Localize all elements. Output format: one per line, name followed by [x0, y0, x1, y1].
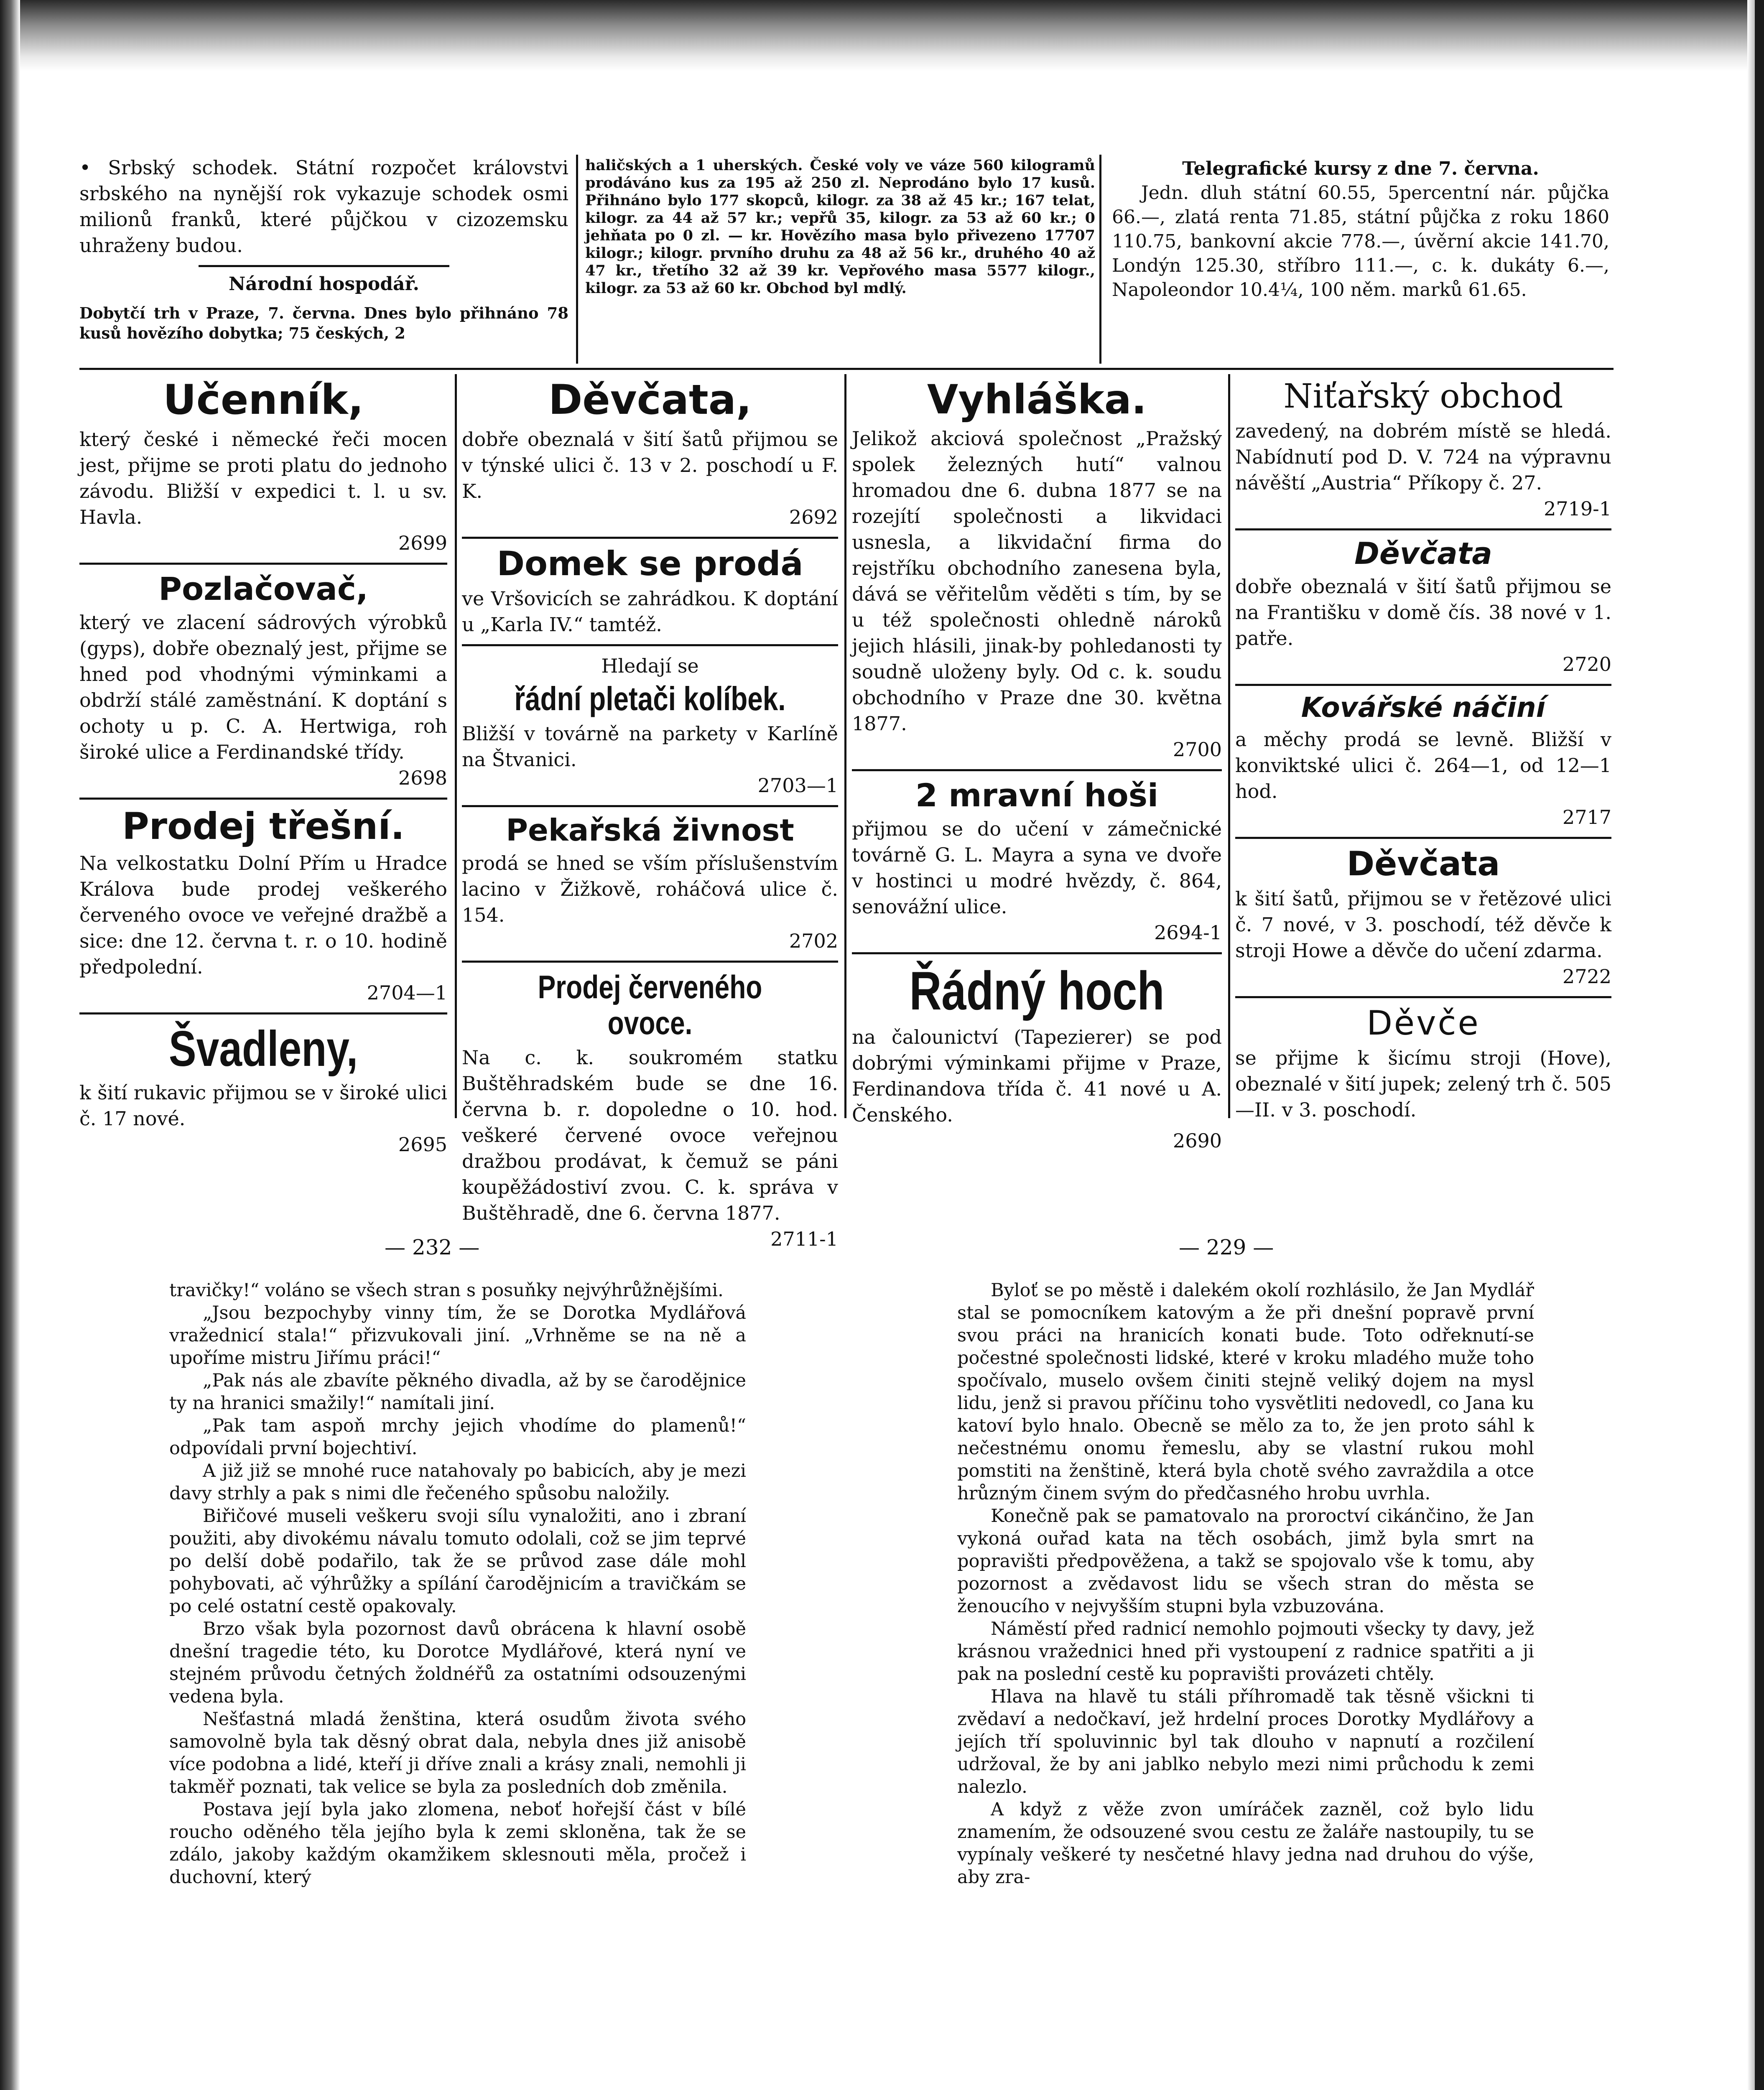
ad-ref: 2704—1	[367, 981, 447, 1004]
section-title: Národní hospodář.	[228, 273, 419, 295]
ad-title: Kovářské náčiní	[1301, 691, 1546, 724]
ad-title: Děvčata,	[548, 376, 752, 424]
column-rule	[1228, 374, 1230, 1118]
ad-radny-hoch	[852, 961, 1222, 1154]
novel-paragraph: „Pak tam aspoň mrchy jejich vhodíme do plamenů!“ odpovídali první bojechtiví.	[169, 1415, 746, 1459]
ad-ucennik	[79, 378, 447, 556]
ad-text: dobře obeznalá v šití šatů přijmou se v týnské ulici č. 13 v 2. poschodí u F. K.	[462, 428, 838, 502]
ad-devce	[1235, 1005, 1611, 1123]
ad-text: prodá se hned se vším příslušenstvím lacino v Žižkově, roháčová ulice č. 154.	[462, 851, 838, 926]
ad-title: Učenník,	[163, 376, 364, 424]
ad-ref: 2692	[789, 505, 838, 528]
separator	[852, 769, 1222, 771]
novel-right-column	[957, 1279, 1534, 1889]
separator	[462, 805, 838, 807]
ad-text: Na velkostatku Dolní Přím u Hradce Králova bude prodej veškerého červeného ovoce ve veřejné dražbě a sice: dne 12. června t. r. o 10. hodině předpolední.	[79, 852, 447, 979]
ad-title: Niťařský obchod	[1283, 377, 1563, 415]
separator	[462, 644, 838, 646]
ad-text: dobře obeznalá v šití šatů přijmou se na Františku v domě čís. 38 nové v 1. patře.	[1235, 575, 1611, 650]
ad-text: přijmou se do učení v zámečnické továrně G. L. Mayra a syna ve dvoře v hostinci u modré hvězdy, č. 864, senovážní ulice.	[852, 818, 1222, 918]
ad-text: Jelikož akciová společnost „Pražský spolek železných hutí“ valnou hromadou dne 6. dubna 1877 se na rozejítí společnosti a likvidaci usnesla, a likvidační firma do rejstříku obchodního zanesena byla, dává se věřitelům věděti s tím, by se u též společnosti ohledně nároků jejich hlásili, jinak-by pohledanosti ty soudně uloženy byly. Od c. k. soudu obchodního v Praze dne 30. května 1877.	[852, 427, 1222, 735]
separator	[199, 265, 449, 267]
ad-ref: 2690	[1173, 1129, 1222, 1152]
novel-paragraph: Postava její byla jako zlomena, neboť hořejší část v bílé roucho oděného těla jejího byla k zemi skloněna, tak že se zdálo, jakoby každým okamžikem sklesnouti měla, pročež i duchovní, který	[169, 1799, 746, 1888]
ad-text: Bližší v továrně na parkety v Karlíně na Štvanici.	[462, 722, 838, 771]
scan-edge-right	[1755, 0, 1764, 2090]
ad-ref: 2720	[1562, 653, 1611, 676]
ad-text: Na c. k. soukromém statku Buštěhradském bude se dne 16. června b. r. dopoledne o 10. hod. veškeré červené ovoce veřejnou dražbou prodávat, k čemuž se páni koupěžádostiví zvou. C. k. správa v Buštěhradě, dne 6. června 1877.	[462, 1046, 838, 1224]
novel-paragraph: „Jsou bezpochyby vinny tím, že se Dorotka Mydlářová vražednicí stala!“ přizvukovali jiní. „Vrhněme se na ně a upoříme mistru Jiřímu práci!“	[169, 1302, 746, 1369]
ad-pretitle: Hledají se	[601, 654, 699, 677]
ad-text: k šití šatů, přijmou se v řetězové ulici č. 7 nové, v 3. poschodí, též děvče k stroji Howe a děvče do učení zdarma.	[1235, 887, 1611, 962]
separator	[852, 952, 1222, 954]
news-column-2	[585, 157, 1095, 297]
column-rule	[1099, 155, 1101, 364]
ad-title: řádní pletači kolíbek.	[514, 680, 786, 717]
ad-ref: 2695	[398, 1133, 447, 1156]
ad-title: 2 mravní hoši	[915, 776, 1159, 814]
ad-text: na čalounictví (Tapezierer) se pod dobrými výminkami přijme v Praze, Ferdinandova třída č. 41 nové u A. Čenského.	[852, 1026, 1222, 1127]
ad-text: ve Vršovicích se zahrádkou. K doptání u „Karla IV.“ tamtéž.	[462, 587, 838, 636]
column-rule	[576, 155, 578, 364]
cattle-market-start: Dobytčí trh v Praze, 7. června. Dnes bylo přihnáno 78 kusů hovězího dobytka; 75 českých, 2	[79, 304, 568, 342]
ad-title: Prodej červeného ovoce.	[538, 968, 762, 1041]
news-srbsky-schodek: • Srbský schodek. Státní rozpočet královstvi srbského na nynější rok vykazuje schodek osmi milionů franků, které půjčkou v cizozemsku uhraženy budou.	[79, 156, 568, 257]
novel-paragraph: Nešťastná mladá ženština, která osudům života svého samovolně byla tak děsný obrat dala, nebyla dnes již anisobě více podobna a lidé, kteří ji dříve znali a krásy znali, nemohli ji takměř poznati, tak velice se byla za posledních dob změnila.	[169, 1709, 746, 1797]
separator	[79, 798, 447, 800]
ad-title: Vyhláška.	[927, 376, 1147, 423]
news-column-1	[79, 155, 568, 343]
ad-nitarsky	[1235, 378, 1611, 522]
novel-paragraph: Byloť se po městě i dalekém okolí rozhlásilo, že Jan Mydlář stal se pomocníkem katovým a že při dnešní popravě první svou práci na hranicích konati bude. Toto odřeknutí-se počestné společnosti lidské, které v kroku mladého muže toho spočívalo, muselo ovšem činiti stejně veliký dojem na mysl lidu, jenž si pravou příčinu toho vysvětliti nedovedl, co Jana ku katoví bylo hnalo. Obecně se mělo za to, že jen proto sáhl k nečestnému onomu řemeslu, aby se vlastní rukou mohl pomstiti na ženštině, která byla chotě svého zavraždila a otce hrůzným činem svým do předčasného hrobu uvrhla.	[957, 1280, 1534, 1504]
ad-title: Domek se prodá	[497, 544, 803, 583]
ad-text: který ve zlacení sádrových výrobků (gyps), dobře obeznalý jest, přijme se hned pod vhodnými výminkami a obdrží stálé zaměstnání. K doptání s ochoty u p. C. A. Hertwiga, roh široké ulice a Ferdinandské třídy.	[79, 611, 447, 764]
news-column-3	[1112, 157, 1609, 302]
ad-ref: 2700	[1173, 738, 1222, 761]
novel-left-column	[169, 1279, 746, 1889]
right-page-number: — 229 —	[1179, 1235, 1274, 1259]
ad-pletaci	[462, 653, 838, 798]
novel-paragraph: A již již se mnohé ruce natahovaly po babicích, aby je mezi davy strhly a pak s nimi dle řečeného spůsobu naložily.	[169, 1460, 746, 1504]
separator	[1235, 684, 1611, 686]
cattle-market-continued: haličských a 1 uherských. České voly ve váze 560 kilogramů prodáváno kus za 195 až 250 zl. Neprodáno bylo 17 kusů. Přihnáno bylo 177 skopců, kilogr. za 38 až 45 kr.; 167 telat, kilogr. za 44 až 57 kr.; vepřů 35, kilogr. za 53 až 60 kr.; 0 jehňata po 0 zl. — kr. Hovězího masa bylo přivezeno 17707 kilogr.; kilogr. prvního druhu za 48 až 56 kr., druhého 40 až 47 kr., třetího 32 až 39 kr. Vepřového masa 5577 kilogr., kilogr. za 53 až 60 kr. Obchod byl mdlý.	[585, 157, 1095, 297]
novel-paragraph: Biřičové museli veškeru svoji sílu vynaložiti, ano i zbraní použiti, aby divokému návalu tomuto odolali, což se jim teprvé po delší době podařilo, tak že se průvod zase dále mohl pohybovati, ač výhrůžky a spílání čarodějnicím a travičkám se po celé ostatní cestě opakovaly.	[169, 1506, 746, 1617]
separator	[1235, 528, 1611, 530]
scan-edge-top	[0, 0, 1764, 71]
ad-ref: 2717	[1562, 805, 1611, 828]
ad-ref: 2711-1	[770, 1227, 838, 1250]
novel-paragraph: Náměstí před radnicí nemohlo pojmouti všecky ty davy, jež krásnou vražednici hned při vystoupení z radnice spatřiti a ji pak na poslední cestě ku popravišti provázeti chtěly.	[957, 1618, 1534, 1685]
ad-pozlacovac	[79, 571, 447, 791]
ads-column-3	[852, 376, 1222, 1154]
ad-kovarske	[1235, 693, 1611, 830]
novel-paragraph: A když z věže zvon umíráček zazněl, což bylo lidu znamením, že odsouzené svou cestu ze žaláře nastoupily, tu se vypínaly veškeré ty nesčetné hlavy jedna nad druhou do výše, aby zra-	[957, 1799, 1534, 1888]
column-rule	[844, 374, 846, 1118]
ad-title: Řádný hoch	[909, 960, 1165, 1022]
ads-column-2	[462, 376, 838, 1252]
ad-text: který české i německé řeči mocen jest, přijme se proti platu do jednoho závodu. Bližší v expedici t. l. u sv. Havla.	[79, 428, 447, 528]
separator	[79, 563, 447, 565]
ad-title: Prodej třešní.	[122, 805, 405, 848]
ads-column-4	[1235, 376, 1611, 1123]
ad-prodej-ovoce	[462, 969, 838, 1252]
ad-title: Švadleny,	[168, 1021, 358, 1077]
telegraph-title: Telegrafické kursy z dne 7. června.	[1182, 158, 1539, 179]
ad-title: Děvčata	[1354, 536, 1492, 571]
separator	[462, 537, 838, 539]
separator	[1235, 837, 1611, 839]
ad-ref: 2722	[1562, 965, 1611, 988]
novel-paragraph: travičky!“ voláno se všech stran s posuňky nejvýhrůžnějšími.	[169, 1280, 724, 1301]
ad-vyhlaska	[852, 378, 1222, 762]
scan-edge-left	[0, 0, 20, 2090]
novel-paragraph: Hlava na hlavě tu stáli příhromadě tak těsně všickni ti zvědaví a nedočkaví, jež hrdelní proces Dorotky Mydlářovy a jejích tří spoluvinnic byl tak dlouho v napnutí a rozčilení udržoval, že by ani jablko nebylo mezi nimi průchodu k zemi nalezlo.	[957, 1686, 1534, 1797]
novel-paragraph: Brzo však byla pozornost davů obrácena k hlavní osobě dnešní tragedie této, ku Dorotce Mydlářové, která nyní ve stejném průvodu četných žoldnéřů za ostatními odsouzenými vedena byla.	[169, 1618, 746, 1707]
ad-devcata-2	[1235, 537, 1611, 677]
column-rule	[455, 374, 457, 1118]
ad-ref: 2703—1	[757, 774, 838, 797]
left-page-number: — 232 —	[385, 1235, 480, 1259]
separator	[462, 961, 838, 963]
ad-title: Děvčata	[1346, 844, 1500, 883]
ads-top-rule	[79, 368, 1614, 370]
ad-domek	[462, 545, 838, 637]
ad-devcata-1	[462, 378, 838, 530]
ad-title: Pekařská živnost	[506, 812, 794, 848]
ad-ref: 2698	[398, 767, 447, 790]
ad-ref: 2699	[398, 531, 447, 554]
ad-ref: 2719-1	[1544, 497, 1611, 520]
ad-text: a měchy prodá se levně. Bližší v konviktské ulici č. 264—1, od 12—1 hod.	[1235, 728, 1611, 803]
ad-ref: 2702	[789, 929, 838, 952]
novel-paragraph: Konečně pak se pamatovalo na proroctví cikánčino, že Jan vykoná ouřad kata na těch osobách, jimž byla smrt na popravišti předpověžena, a takž se spojovalo vše k tomu, aby pozornost a zvědavost lidu se všech stran do města se ženoucího v nejvyšším stupni byla vzbuzována.	[957, 1506, 1534, 1617]
novel-paragraph: „Pak nás ale zbavíte pěkného divadla, až by se čarodějnice ty na hranici smažily!“ namítali jiní.	[169, 1370, 746, 1414]
ad-text: k šití rukavic přijmou se v široké ulici č. 17 nové.	[79, 1081, 447, 1130]
separator	[79, 1012, 447, 1014]
telegraph-text: Jedn. dluh státní 60.55, 5percentní nár. půjčka 66.—, zlatá renta 71.85, státní půjčka z roku 1860 110.75, bankovní akcie 778.—, úvěrní akcie 141.70, Londýn 125.30, stříbro 111.—, c. k. dukáty 6.—, Napoleondor 10.4¼, 100 něm. marků 61.65.	[1112, 182, 1609, 301]
ad-devcata-3	[1235, 846, 1611, 989]
separator	[1235, 996, 1611, 998]
ads-column-1	[79, 376, 447, 1157]
scan-edge-right-shadow	[1747, 0, 1755, 2090]
ad-title: Pozlačovač,	[158, 570, 368, 607]
ad-svadleny	[79, 1021, 447, 1157]
ad-text: zavedený, na dobrém místě se hledá. Nabídnutí pod D. V. 724 na výpravnu návěští „Austria“ Příkopy č. 27.	[1235, 420, 1611, 494]
ad-title: Děvče	[1366, 1003, 1480, 1042]
ad-prodej-tresni	[79, 806, 447, 1006]
ad-mravni-hosi	[852, 778, 1222, 946]
ad-ref: 2694-1	[1154, 921, 1222, 944]
ad-text: se přijme k šicímu stroji (Hove), obeznalé v šití jupek; zelený trh č. 505—II. v 3. poschodí.	[1235, 1046, 1611, 1121]
ad-pekarska	[462, 814, 838, 954]
